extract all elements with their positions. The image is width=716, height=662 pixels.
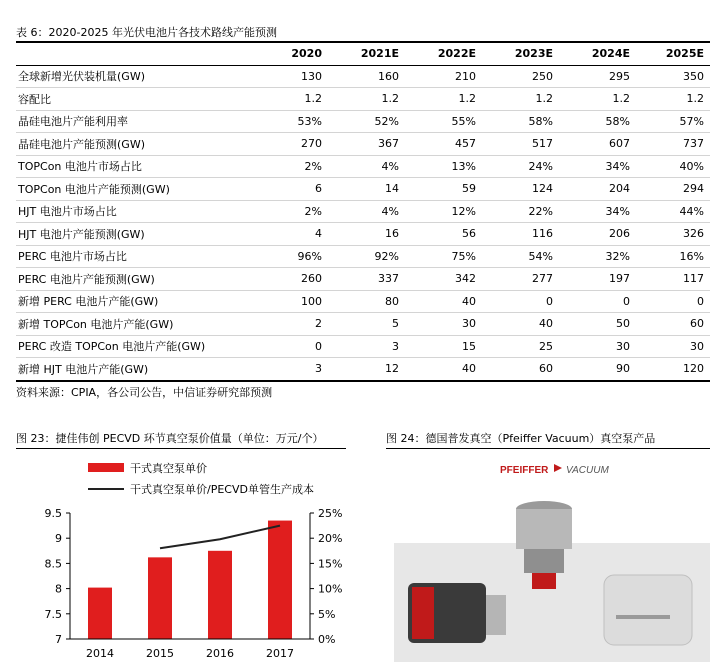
logo-text-left: PFEIFFER xyxy=(500,465,549,476)
table-cell: 1.2 xyxy=(328,88,405,111)
table-cell: 14 xyxy=(328,178,405,201)
y-right-tick-label: 25% xyxy=(318,507,343,520)
table-row xyxy=(16,133,710,156)
table-cell: 53% xyxy=(252,110,328,133)
table-cell: 210 xyxy=(405,65,482,88)
table-cell: 517 xyxy=(482,133,559,156)
table-cell: 40 xyxy=(405,290,482,313)
table-cell: 34% xyxy=(559,155,636,178)
table-cell: 24% xyxy=(482,155,559,178)
table-cell: 40% xyxy=(636,155,710,178)
table-cell: 116 xyxy=(482,223,559,246)
table-cell: 326 xyxy=(636,223,710,246)
table-cell: 1.2 xyxy=(405,88,482,111)
table-cell: 294 xyxy=(636,178,710,201)
header-cell: 2025E xyxy=(636,42,710,65)
table-cell: 30 xyxy=(405,313,482,336)
y-right-tick-label: 0% xyxy=(318,633,336,646)
row-label: PERC 改造 TOPCon 电池片产能(GW) xyxy=(16,335,252,358)
table-cell: 50 xyxy=(559,313,636,336)
table-cell: 40 xyxy=(482,313,559,336)
table-cell: 337 xyxy=(328,268,405,291)
table-cell: 30 xyxy=(559,335,636,358)
header-cell: 2023E xyxy=(482,42,559,65)
x-tick-label: 2015 xyxy=(146,647,174,660)
table-cell: 0 xyxy=(636,290,710,313)
table-cell: 197 xyxy=(559,268,636,291)
y-left-tick-label: 8 xyxy=(55,582,62,596)
table-cell: 204 xyxy=(559,178,636,201)
table-row xyxy=(16,88,710,111)
table-cell: 160 xyxy=(328,65,405,88)
dry-pump-image xyxy=(604,575,692,645)
table-cell: 44% xyxy=(636,200,710,223)
y-right-tick-label: 10% xyxy=(318,582,343,596)
table-cell: 1.2 xyxy=(482,88,559,111)
table-cell: 25 xyxy=(482,335,559,358)
row-label: HJT 电池片市场占比 xyxy=(16,200,252,223)
x-tick-label: 2017 xyxy=(266,647,294,660)
table-cell: 40 xyxy=(405,358,482,381)
table-cell: 59 xyxy=(405,178,482,201)
table-cell: 607 xyxy=(559,133,636,156)
y-right-tick-label: 20% xyxy=(318,532,343,546)
table-row xyxy=(16,245,710,268)
table-cell: 90 xyxy=(559,358,636,381)
ratio-line xyxy=(160,526,280,549)
table-cell: 16 xyxy=(328,223,405,246)
table-cell: 22% xyxy=(482,200,559,223)
table-cell: 12 xyxy=(328,358,405,381)
table-cell: 260 xyxy=(252,268,328,291)
table-row xyxy=(16,65,710,88)
table-cell: 80 xyxy=(328,290,405,313)
bar-2016 xyxy=(208,551,232,639)
table-cell: 3 xyxy=(252,358,328,381)
table-source: 资料来源：CPIA，各公司公告，中信证券研究部预测 xyxy=(16,386,273,399)
table-cell: 16% xyxy=(636,245,710,268)
table-cell: 342 xyxy=(405,268,482,291)
table-cell: 0 xyxy=(559,290,636,313)
y-right-tick-label: 5% xyxy=(318,607,336,621)
table-cell: 92% xyxy=(328,245,405,268)
table-cell: 117 xyxy=(636,268,710,291)
table-cell: 2 xyxy=(252,313,328,336)
table-cell: 4% xyxy=(328,200,405,223)
y-left-tick-label: 9 xyxy=(55,532,62,546)
table-cell: 250 xyxy=(482,65,559,88)
table-row xyxy=(16,313,710,336)
figure24-title: 图 24：德国普发真空（Pfeiffer Vacuum）真空泵产品 xyxy=(386,432,656,445)
table-row xyxy=(16,358,710,381)
table-row xyxy=(16,178,710,201)
table-cell: 55% xyxy=(405,110,482,133)
table-cell: 4 xyxy=(252,223,328,246)
table-cell: 0 xyxy=(252,335,328,358)
row-label: 晶硅电池片产能预测(GW) xyxy=(16,133,252,156)
table-cell: 34% xyxy=(559,200,636,223)
table-cell: 124 xyxy=(482,178,559,201)
table-cell: 277 xyxy=(482,268,559,291)
table-cell: 120 xyxy=(636,358,710,381)
bar-2015 xyxy=(148,557,172,639)
table-cell: 2% xyxy=(252,155,328,178)
row-label: TOPCon 电池片市场占比 xyxy=(16,155,252,178)
table-cell: 6 xyxy=(252,178,328,201)
table-cell: 1.2 xyxy=(636,88,710,111)
header-cell: 2021E xyxy=(328,42,405,65)
table-cell: 52% xyxy=(328,110,405,133)
table-row xyxy=(16,335,710,358)
y-left-tick-label: 9.5 xyxy=(44,507,62,520)
row-label: PERC 电池片市场占比 xyxy=(16,245,252,268)
table-cell: 15 xyxy=(405,335,482,358)
table-cell: 96% xyxy=(252,245,328,268)
table-row xyxy=(16,155,710,178)
table-cell: 30 xyxy=(636,335,710,358)
row-label: 晶硅电池片产能利用率 xyxy=(16,110,252,133)
row-label: TOPCon 电池片产能预测(GW) xyxy=(16,178,252,201)
table-cell: 12% xyxy=(405,200,482,223)
table-cell: 54% xyxy=(482,245,559,268)
figure24-rule xyxy=(386,448,710,449)
pfeiffer-product-photo xyxy=(394,455,710,662)
legend-label-bar: 干式真空泵单价 xyxy=(130,462,207,475)
table-cell: 3 xyxy=(328,335,405,358)
capacity-forecast-table xyxy=(16,41,710,382)
table-cell: 58% xyxy=(482,110,559,133)
table-cell: 75% xyxy=(405,245,482,268)
row-label: 新增 TOPCon 电池片产能(GW) xyxy=(16,313,252,336)
table-cell: 60 xyxy=(482,358,559,381)
table-cell: 4% xyxy=(328,155,405,178)
row-label: HJT 电池片产能预测(GW) xyxy=(16,223,252,246)
row-label: 新增 HJT 电池片产能(GW) xyxy=(16,358,252,381)
row-label: 容配比 xyxy=(16,88,252,111)
table-cell: 1.2 xyxy=(559,88,636,111)
row-label: 全球新增光伏装机量(GW) xyxy=(16,65,252,88)
header-cell: 2022E xyxy=(405,42,482,65)
table-caption: 表 6：2020-2025 年光伏电池片各技术路线产能预测 xyxy=(16,26,277,39)
table-cell: 60 xyxy=(636,313,710,336)
y-left-tick-label: 8.5 xyxy=(44,557,62,571)
table-row xyxy=(16,290,710,313)
table-cell: 1.2 xyxy=(252,88,328,111)
figure23-rule xyxy=(16,448,346,449)
table-cell: 0 xyxy=(482,290,559,313)
table-cell: 270 xyxy=(252,133,328,156)
x-tick-label: 2016 xyxy=(206,647,234,660)
header-cell: 2024E xyxy=(559,42,636,65)
legend-label-line: 干式真空泵单价/PECVD单管生产成本 xyxy=(130,483,314,496)
header-cell: 2020 xyxy=(252,42,328,65)
legend-swatch-bar xyxy=(88,463,124,472)
pecvd-pump-value-chart xyxy=(16,455,356,662)
table-cell: 5 xyxy=(328,313,405,336)
header-cell xyxy=(16,42,252,65)
figure23-title: 图 23：捷佳伟创 PECVD 环节真空泵价值量（单位：万元/个） xyxy=(16,432,324,445)
table-header-row xyxy=(16,42,710,65)
bar-2014 xyxy=(88,588,112,639)
table-cell: 2% xyxy=(252,200,328,223)
table-cell: 295 xyxy=(559,65,636,88)
row-label: PERC 电池片产能预测(GW) xyxy=(16,268,252,291)
table-row xyxy=(16,110,710,133)
table-row xyxy=(16,223,710,246)
y-right-tick-label: 15% xyxy=(318,557,343,571)
table-cell: 130 xyxy=(252,65,328,88)
table-row xyxy=(16,268,710,291)
bar-2017 xyxy=(268,521,292,639)
row-label: 新增 PERC 电池片产能(GW) xyxy=(16,290,252,313)
table-cell: 206 xyxy=(559,223,636,246)
table-cell: 56 xyxy=(405,223,482,246)
table-cell: 737 xyxy=(636,133,710,156)
table-cell: 32% xyxy=(559,245,636,268)
table-cell: 457 xyxy=(405,133,482,156)
logo-text-right: VACUUM xyxy=(566,465,609,476)
table-cell: 367 xyxy=(328,133,405,156)
x-tick-label: 2014 xyxy=(86,647,114,660)
table-cell: 350 xyxy=(636,65,710,88)
table-cell: 57% xyxy=(636,110,710,133)
y-left-tick-label: 7 xyxy=(55,633,62,646)
table-row xyxy=(16,200,710,223)
table-cell: 13% xyxy=(405,155,482,178)
table-cell: 100 xyxy=(252,290,328,313)
table-cell: 58% xyxy=(559,110,636,133)
y-left-tick-label: 7.5 xyxy=(44,607,62,621)
